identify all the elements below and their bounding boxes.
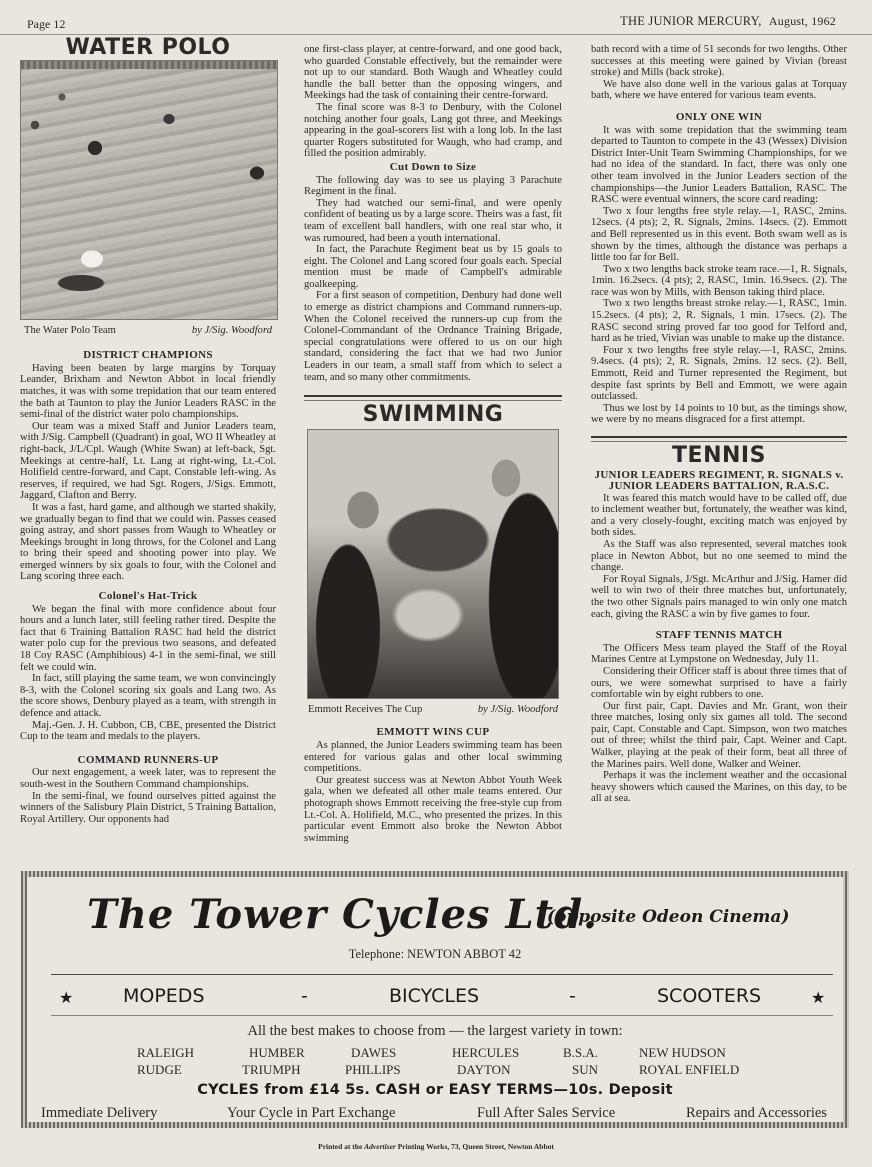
paragraph: Thus we lost by 14 points to 10 but, as the timings show, we were by no means disgraced for a first attempt.: [591, 402, 847, 426]
advert-makes-list: [127, 1044, 787, 1078]
imprint-printer-name: Advertiser: [364, 1142, 396, 1151]
paragraph: The following day was to see us playing 3 Parachute Regiment in the final.: [304, 174, 562, 198]
advert-brand-name: The Tower Cycles Ltd.: [87, 891, 598, 938]
publication-title: [620, 14, 836, 29]
advert-price-line: CYCLES from £14 5s. CASH or EASY TERMS—10s. Deposit: [197, 1082, 673, 1098]
paragraph: It was a fast, hard game, and although we started shakily, we gradually began to find that we could win. Passes ceased going astray, and short passes from Waugh to Wheatley or Meekings brought in long throws, for the Colonel and Lang to bring their speed and shooting power into play. We emerged winners by six goals to four, with the Colonel and Lang scoring three each.: [20, 501, 276, 583]
paragraph: As the Staff was also represented, several matches took place in Newton Abbot, but no one seemed to mind the change.: [591, 538, 847, 574]
make-name: RALEIGH: [137, 1045, 195, 1060]
service-item: Immediate Delivery: [41, 1105, 158, 1121]
paragraph: Our first pair, Capt. Davies and Mr. Grant, won their three matches, losing only six games all told. The second pair, Capt. Constable and Capt. Simpson, won two matches out of three; whilst the third pair, Capt. Weiner and Capt. Walker, playing at the peak of their form, beat all three of the Marines pairs. Well done, Walker and Weiner.: [591, 700, 847, 770]
paragraph: The final score was 8-3 to Denbury, with the Colonel notching another four goals, Lang got three, and Meekings appearing in the goal-scorers list with a long lob. In the last quarter Rogers substituted for Waugh, who had cramp, and filled the position admirably.: [304, 101, 562, 160]
paragraph: Our team was a mixed Staff and Junior Leaders team, with J/Sig. Campbell (Quadrant) in goal, WO II Wheatley at right-back, J/L/Cpl. Waugh (White Swan) at left-back, Sgt. Meekings at centre-half, Lt. Lang at right-wing, Lt.-Col. Holifield centre-forward, and Capt. Constable left-wing. As reserves, if required, we had Sgt. Rogers, J/Sigs. Emmott, Jaggard, Clafton and Berry.: [20, 420, 276, 502]
advert-telephone: Telephone: NEWTON ABBOT 42: [348, 947, 522, 961]
paragraph: In fact, the Parachute Regiment beat us by 15 goals to eight. The Colonel and Lang scored four goals each. Special mention must be made of Campbell's admirable goalkeeping.: [304, 244, 562, 290]
column-2: [304, 36, 562, 844]
advert-categories: [51, 985, 833, 1013]
photo-caption: [304, 704, 562, 716]
paragraph: In fact, still playing the same team, we won convincingly 8-3, with the Colonel scoring six goals and Lang two. As the score shows, Denbury played as a team, with strength in defence and attack.: [20, 673, 276, 719]
advert-rule: [51, 974, 833, 975]
service-item: Your Cycle in Part Exchange: [227, 1105, 396, 1121]
service-item: Repairs and Accessories: [686, 1105, 827, 1121]
paragraph: Two x two lengths back stroke team race.—1, R. Signals, 1min. 16.2secs. (4 pts); 2, RASC, 1min. 16.9secs. (2). The race was won by Mills, with Benson taking third place.: [591, 263, 847, 298]
paragraph: Maj.-Gen. J. H. Cubbon, CB, CBE, presented the District Cup to the team and medals to the players.: [20, 719, 276, 743]
section-title-tennis: TENNIS: [672, 443, 766, 468]
paragraph: Perhaps it was the inclement weather and the occasional heavy showers which caused the Marines, on this day, to be all at sea.: [591, 770, 847, 805]
article-body: [304, 44, 562, 160]
cup-presentation-photo: [307, 429, 559, 699]
article-body: [20, 363, 276, 583]
advert-rule: [51, 1015, 833, 1016]
make-name: PHILLIPS: [345, 1062, 401, 1077]
heading-only-one-win: ONLY ONE WIN: [675, 110, 763, 123]
make-name: B.S.A.: [563, 1045, 599, 1060]
paragraph: Having been beaten by large margins by Torquay Leander, Brixham and Newton Abbot in local friendly matches, it was with some trepidation that our team entered the bath at Taunton to play the Junior Leaders RASC in the semi-final of the district water polo championships.: [20, 362, 276, 421]
article-body: [591, 643, 847, 805]
make-name: HUMBER: [249, 1045, 305, 1060]
advert-content: [27, 877, 843, 1122]
category-scooters: SCOOTERS: [657, 985, 762, 1007]
paragraph: Our next engagement, a week later, was to represent the south-west in the Southern Command championships.: [20, 767, 276, 790]
imprint-suffix: Printing Works, 73, Queen Street, Newton Abbot: [397, 1142, 554, 1151]
article-body: [591, 44, 847, 102]
section-title-swimming: SWIMMING: [362, 402, 504, 428]
publication-name: THE JUNIOR MERCURY,: [620, 14, 762, 28]
article-body: [20, 604, 276, 743]
column-3: [591, 36, 847, 805]
advert-location: (opposite Odeon Cinema): [547, 907, 790, 927]
article-body: [20, 767, 276, 825]
paragraph: They had watched our semi-final, and were openly confident of beating us by a large score. Theirs was a fast, fit team of excellent ball handlers, with one real star who, it was rumoured, had been a youth international.: [304, 197, 562, 244]
section-divider: [591, 436, 847, 442]
make-name: TRIUMPH: [242, 1062, 301, 1077]
paragraph: For Royal Signals, J/Sgt. McArthur and J/Sig. Hamer did well to win two of their three matches but, unfortunately, the two other Signals pairs managed to win only one match each, giving the RASC a win by five games to four.: [591, 573, 847, 620]
photo-caption: [20, 325, 276, 337]
make-name: SUN: [572, 1062, 599, 1077]
paragraph: one first-class player, at centre-forward, and one good back, who guarded Constable effectively, but the remainder were not up to our standard. Both Waugh and Wheatley could handle the ball better than the opposing wingers, and Meekings had the task of containing their centre-forward.: [304, 44, 562, 102]
make-name: DAWES: [351, 1045, 397, 1060]
issue-date: August, 1962: [768, 14, 836, 28]
category-mopeds: MOPEDS: [123, 985, 205, 1007]
paragraph: Two x four lengths free style relay.—1, RASC, 2mins. 12secs. (4 pts); 2, R. Signals, 2mins. 14secs. (2). Emmott and Bell represented us in this event. Both swam well as is shown by the times, although the distance was perhaps a little too far for Bell.: [591, 205, 847, 264]
paragraph: Our greatest success was at Newton Abbot Youth Week gala, when we defeated all other male teams entered. Our photograph shows Emmott receiving the free-style cup from Lt.-Col. A. Holifield, M.C., who presented the prizes. In this particular event Emmott also broke the Newton Abbot swimming: [304, 774, 562, 844]
running-header: [0, 0, 872, 35]
article-body: [591, 493, 847, 621]
paragraph: We began the final with more confidence about four hours and a lunch later, still feeling rather tired. Despite the fact that 6 Training Battalion RASC had held the district water polo cup for the previous two seasons, and defeated 18 Coy RASC (Amphibious) 4-1 in the semi-final, we still felt we could win.: [20, 603, 276, 673]
paragraph: It was with some trepidation that the swimming team departed to Taunton to compete in the 43 (Wessex) Division District Inter-Unit Team Swimming Championships, for we had no idea of the standard. In fact, there was only one other team involved in the Junior Leaders section of the championships—the Junior Leaders Battalion, RASC. The RASC were eventual winners, the score card reading:: [591, 124, 847, 206]
section-title-water-polo: WATER POLO: [65, 35, 231, 60]
printer-imprint: [0, 1142, 872, 1151]
article-body: [591, 125, 847, 426]
article-body: [304, 175, 562, 384]
paragraph: It was feared this match would have to be called off, due to inclement weather but, fortunately, the weather was kind, and a very closely-fought, exciting match was enjoyed by both sides.: [591, 492, 847, 539]
category-separator: -: [301, 985, 308, 1007]
photo-credit: by J/Sig. Woodford: [191, 324, 272, 336]
paragraph: Considering their Officer staff is about three times that of ours, we were somewhat surprised to have a fairly comfortable win by eight rubbers to one.: [591, 665, 847, 701]
paragraph: Two x two lengths breast stroke relay.—1, RASC, 1min. 15.2secs. (4 pts); 2, R. Signals, 1 min. 17secs. (2). The RASC second string proved far too good for Telford and, hard as he tried, Vivian was unable to make up the distance.: [591, 298, 847, 345]
make-name: DAYTON: [457, 1062, 511, 1077]
paragraph: For a first season of competition, Denbury had done well to emerge as district champions and Command runners-up. When the Colonel received the runners-up cup from the Colonel-Commandant of the Ordnance Training Brigade, special congratulations were offered to us on our high standard, considering the fact that we had two Junior Leaders in our team, a small staff from which to select a team, and so many other commitments.: [304, 290, 562, 383]
advert-lead-line: All the best makes to choose from — the largest variety in town:: [247, 1023, 623, 1039]
heading-district-champions: DISTRICT CHAMPIONS: [83, 349, 213, 362]
paragraph: The Officers Mess team played the Staff of the Royal Marines Centre at Lympstone on Wednesday, July 11.: [591, 642, 847, 666]
paragraph: Four x two lengths free style relay.—1, RASC, 2mins. 9.4secs. (4 pts); 2, R. Signals, 2mins. 12 secs. (2). Bell, Emmott, Reid and Turner represented the Regiment, but despite fast sprints by Bell and Emmott, we were again outclassed.: [591, 344, 847, 403]
paragraph: bath record with a time of 51 seconds for two lengths. Other successes at this meeting were gained by Vivian (breast stroke) and Mills (back stroke).: [591, 44, 847, 79]
page-number: Page 12: [27, 17, 66, 31]
water-polo-photo: [20, 60, 278, 320]
category-bicycles: BICYCLES: [389, 985, 480, 1007]
paragraph: In the semi-final, we found ourselves pitted against the winners of the Salisbury Plain District, 5 Training Battalion, Royal Artillery. Our opponents had: [20, 790, 276, 825]
makes-row: [127, 1044, 787, 1061]
tower-cycles-advert: [21, 866, 849, 1128]
heading-cut-down-to-size: Cut Down to Size: [389, 160, 477, 173]
photo-credit: by J/Sig. Woodford: [477, 703, 558, 715]
service-item: Full After Sales Service: [477, 1105, 616, 1121]
article-body: [304, 740, 562, 844]
paragraph: As planned, the Junior Leaders swimming team has been entered for various galas and other local swimming competitions.: [304, 740, 562, 775]
paragraph: We have also done well in the various galas at Torquay bath, where we have entered for various team events.: [591, 78, 847, 102]
imprint-prefix: Printed at the: [318, 1142, 363, 1151]
caption-text: The Water Polo Team: [24, 324, 116, 336]
star-icon: ★: [811, 988, 826, 1007]
heading-junior-leaders-match: JUNIOR LEADERS REGIMENT, R. SIGNALS v. JUNIOR LEADERS BATTALION, R.A.S.C.: [594, 468, 844, 492]
make-name: RUDGE: [137, 1062, 182, 1077]
heading-staff-tennis-match: STAFF TENNIS MATCH: [655, 629, 783, 642]
category-separator: -: [569, 985, 576, 1007]
heading-emmott-wins-cup: EMMOTT WINS CUP: [376, 726, 490, 739]
make-name: ROYAL ENFIELD: [639, 1062, 740, 1077]
column-1: [20, 36, 276, 825]
make-name: HERCULES: [452, 1045, 520, 1060]
star-icon: ★: [59, 988, 74, 1007]
caption-text: Emmott Receives The Cup: [308, 703, 423, 715]
make-name: NEW HUDSON: [639, 1045, 726, 1060]
makes-row: [127, 1061, 787, 1078]
section-divider: [304, 395, 562, 401]
heading-colonels-hat-trick: Colonel's Hat-Trick: [98, 590, 198, 603]
heading-command-runners-up: COMMAND RUNNERS-UP: [77, 753, 219, 766]
